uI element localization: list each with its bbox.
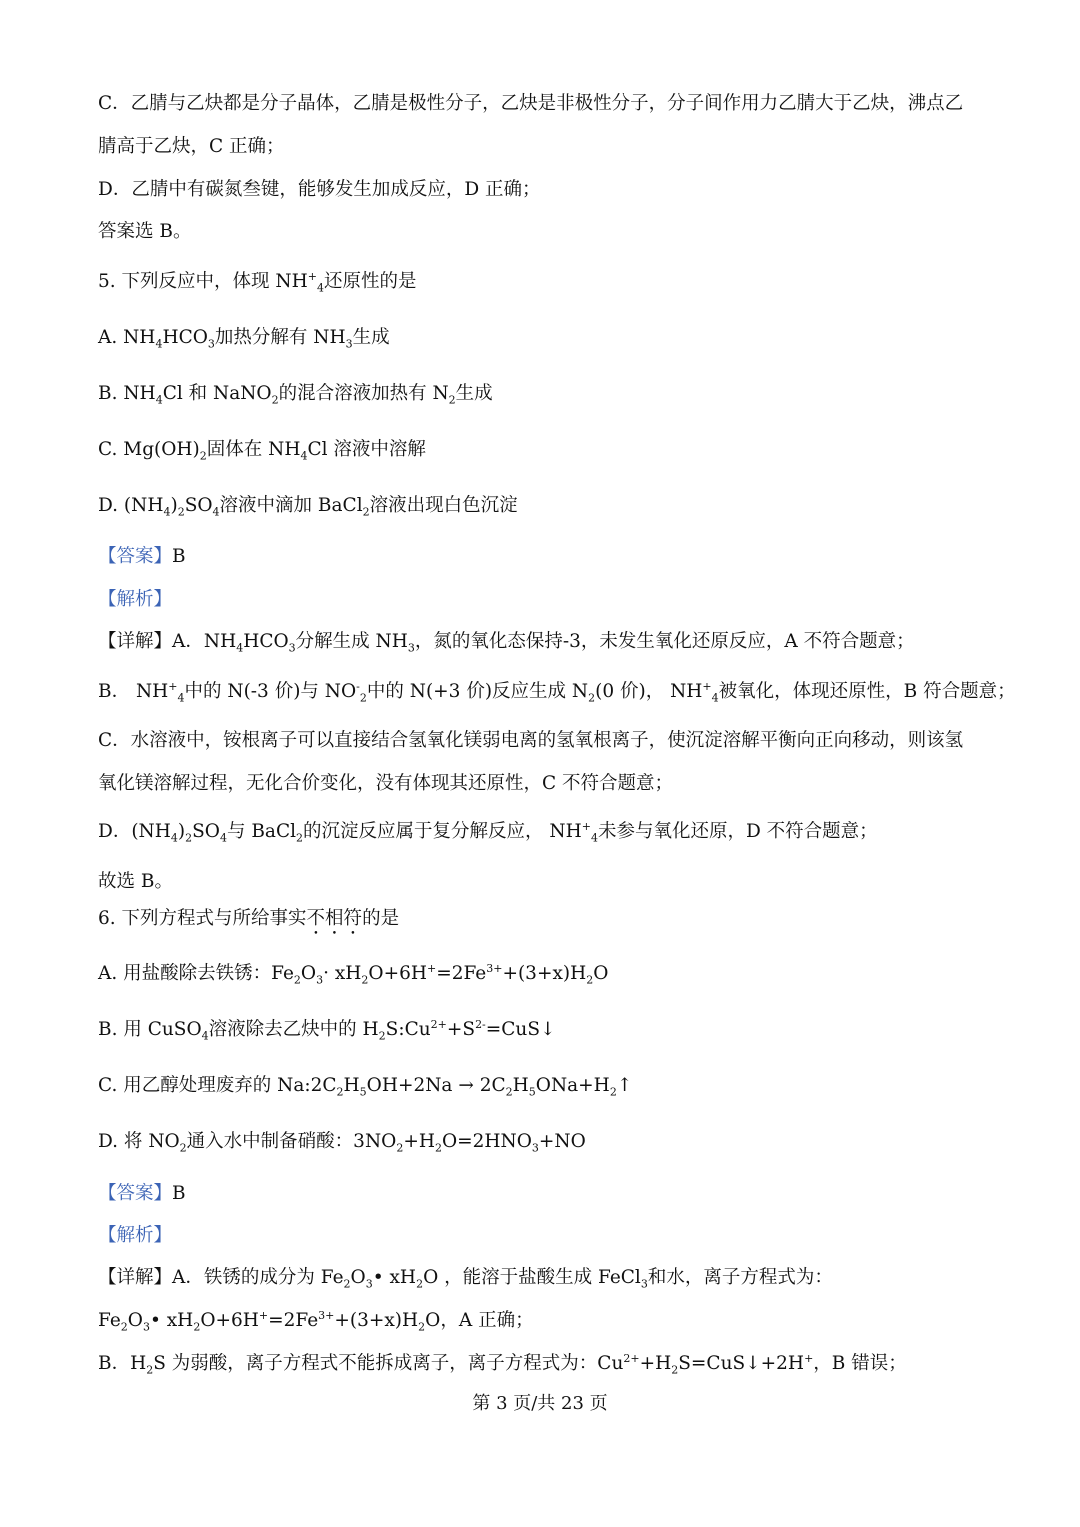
explanation-b: B． $NH^+_4$中的 N(-3 价)与 $NO^-_2$中的 N(+3 价)反应生成 $N_2(0$ 价)， $NH^+_4$被氧化，体现还原性，B 符合题意； xyxy=(98,679,1016,705)
explanation-a: 【详解】A．$NH_4HCO_3$分解生成 $NH_3$，氮的氧化态保持-3，未发生氧化还原反应，A 不符合题意； xyxy=(98,631,915,655)
option-c: C. 用乙醇处理废弃的 $Na:2C_2H_5OH+2Na$ → $2C_2H_5ONa+H_2↑$ xyxy=(98,1075,633,1099)
answer-tag: 【答案】 xyxy=(98,546,173,567)
answer-line: 【答案】B xyxy=(98,1183,186,1204)
question-5-stem: 5. 下列反应中，体现 $NH^+_4$还原性的是 xyxy=(98,269,417,295)
analysis-tag: 【解析】 xyxy=(98,589,173,610)
page-footer: 第 3 页/共 23 页 xyxy=(472,1393,608,1414)
answer-tag: 【答案】 xyxy=(98,1183,173,1204)
explanation-a: 【详解】A．铁锈的成分为 $Fe_2O_3•$ $xH_2O$ ，能溶于盐酸生成 FeCl$_3$和水，离子方程式为： xyxy=(98,1267,833,1291)
text-line: C．乙腈与乙炔都是分子晶体，乙腈是极性分子，乙炔是非极性分子，分子间作用力乙腈大于乙炔，沸点乙 xyxy=(98,93,964,114)
explanation-c-cont: 氧化镁溶解过程，无化合价变化，没有体现其还原性，C 不符合题意； xyxy=(98,773,674,794)
explanation-b: B．$H_2S$ 为弱酸，离子方程式不能拆成离子，离子方程式为：$Cu^{2+}+H_2S=CuS↓+2H^+$，B 错误； xyxy=(98,1351,907,1377)
explanation-c: C．水溶液中，铵根离子可以直接结合氢氧化镁弱电离的氢氧根离子，使沉淀溶解平衡向正向移动，则该氢 xyxy=(98,730,964,751)
option-b: B. 用 CuSO$_4$溶液除去乙炔中的 $H_2S:Cu^{2+}+S^{2-}=CuS↓$ xyxy=(98,1017,556,1043)
text-line: 腈高于乙炔，C 正确； xyxy=(98,136,285,157)
analysis-line xyxy=(98,588,172,612)
text-line: D．乙腈中有碳氮叁键，能够发生加成反应，D 正确； xyxy=(98,179,541,200)
question-6-stem: 6. 下列方程式与所给事实不相符的是 xyxy=(98,908,400,929)
option-c: C. $Mg(OH)_2$固体在 $NH_4Cl$ 溶液中溶解 xyxy=(98,439,426,463)
option-a: A. $NH_4HCO_3$加热分解有 $NH_3$生成 xyxy=(98,327,390,351)
answer-line: 【答案】B xyxy=(98,546,186,567)
analysis-line xyxy=(98,1224,172,1248)
explanation-a-equation: $Fe_2O_3•$ $xH_2O+6H^+=2Fe^{3+}+(3+x)H_2O$，A 正确； xyxy=(98,1308,534,1334)
option-a: A. 用盐酸除去铁锈：$Fe_2O_3\cdot xH_2O+6H^+=2Fe^{3+}+(3+x)H_2O$ xyxy=(98,961,609,987)
option-b: B. $NH_4Cl$ 和 NaNO$_2$的混合溶液加热有 $N_2$生成 xyxy=(98,383,493,407)
option-d: D. $(NH_4)_2SO_4$溶液中滴加 BaCl$_2$溶液出现白色沉淀 xyxy=(98,495,518,519)
explanation-d: D．$(NH_4)_2SO_4$与 BaCl$_2$的沉淀反应属于复分解反应， $NH^+_4$未参与氧化还原，D 不符合题意； xyxy=(98,819,878,845)
analysis-tag: 【解析】 xyxy=(98,1225,173,1246)
text-line: 答案选 B。 xyxy=(98,221,192,242)
conclusion-line: 故选 B。 xyxy=(98,871,173,892)
option-d: D. 将 $NO_2$通入水中制备硝酸：$3NO_2+H_2O=2HNO_3+NO$ xyxy=(98,1131,586,1155)
